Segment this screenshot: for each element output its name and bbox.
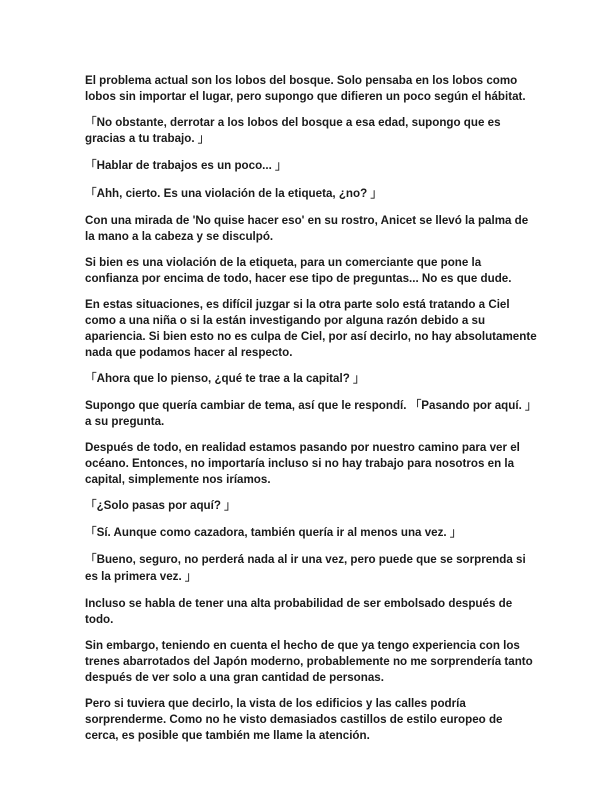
- dialogue-paragraph: 「Sí. Aunque como cazadora, también quería ir al menos una vez. 」: [85, 526, 462, 540]
- paragraph: En estas situaciones, es difícil juzgar si la otra parte solo está tratando a Ciel como a una niña o si la están investigando por alguna razón debido a su apariencia. Si bien esto no es culpa de Ciel, por así decirlo, no hay absolutamente nada que podamos hacer al respecto.: [85, 297, 537, 360]
- paragraph: Incluso se habla de tener una alta probabilidad de ser embolsado después de todo.: [85, 596, 513, 627]
- paragraph: Después de todo, en realidad estamos pasando por nuestro camino para ver el océano. Entonces, no importaría incluso si no hay trabajo para nosotros en la capital, simplemente nos iríamos.: [85, 440, 520, 487]
- dialogue-paragraph: 「No obstante, derrotar a los lobos del bosque a esa edad, supongo que es gracias a tu trabajo. 」: [85, 115, 501, 146]
- paragraph: Supongo que quería cambiar de tema, así que le respondí. 「Pasando por aquí. 」 a su pregunta.: [85, 399, 537, 429]
- dialogue-paragraph: 「¿Solo pasas por aquí? 」: [85, 499, 236, 513]
- paragraph: Sin embargo, teniendo en cuenta el hecho de que ya tengo experiencia con los trenes abarrotados del Japón moderno, probablemente no me sorprendería tanto después de ver solo a una gran cantidad de personas.: [85, 638, 533, 685]
- paragraph: Con una mirada de 'No quise hacer eso' en su rostro, Anicet se llevó la palma de la mano a la cabeza y se disculpó.: [85, 213, 529, 243]
- paragraph: Pero si tuviera que decirlo, la vista de los edificios y las calles podría sorprenderme. Como no he visto demasiados castillos de estilo europeo de cerca, es posible que también me llame la atención.: [85, 696, 503, 743]
- document-page: [85, 73, 537, 754]
- dialogue-paragraph: 「Ahh, cierto. Es una violación de la etiqueta, ¿no? 」: [85, 186, 382, 200]
- dialogue-paragraph: 「Ahora que lo pienso, ¿qué te trae a la capital? 」: [85, 371, 365, 385]
- paragraph: El problema actual son los lobos del bosque. Solo pensaba en los lobos como lobos sin importar el lugar, pero supongo que difieren un poco según el hábitat.: [85, 74, 526, 104]
- dialogue-paragraph: 「Bueno, seguro, no perderá nada al ir una vez, pero puede que se sorprenda si es la primera vez. 」: [85, 553, 526, 583]
- dialogue-paragraph: 「Hablar de trabajos es un poco... 」: [85, 159, 287, 173]
- paragraph: Si bien es una violación de la etiqueta, para un comerciante que pone la confianza por encima de todo, hacer ese tipo de preguntas... No es que dude.: [85, 255, 512, 285]
